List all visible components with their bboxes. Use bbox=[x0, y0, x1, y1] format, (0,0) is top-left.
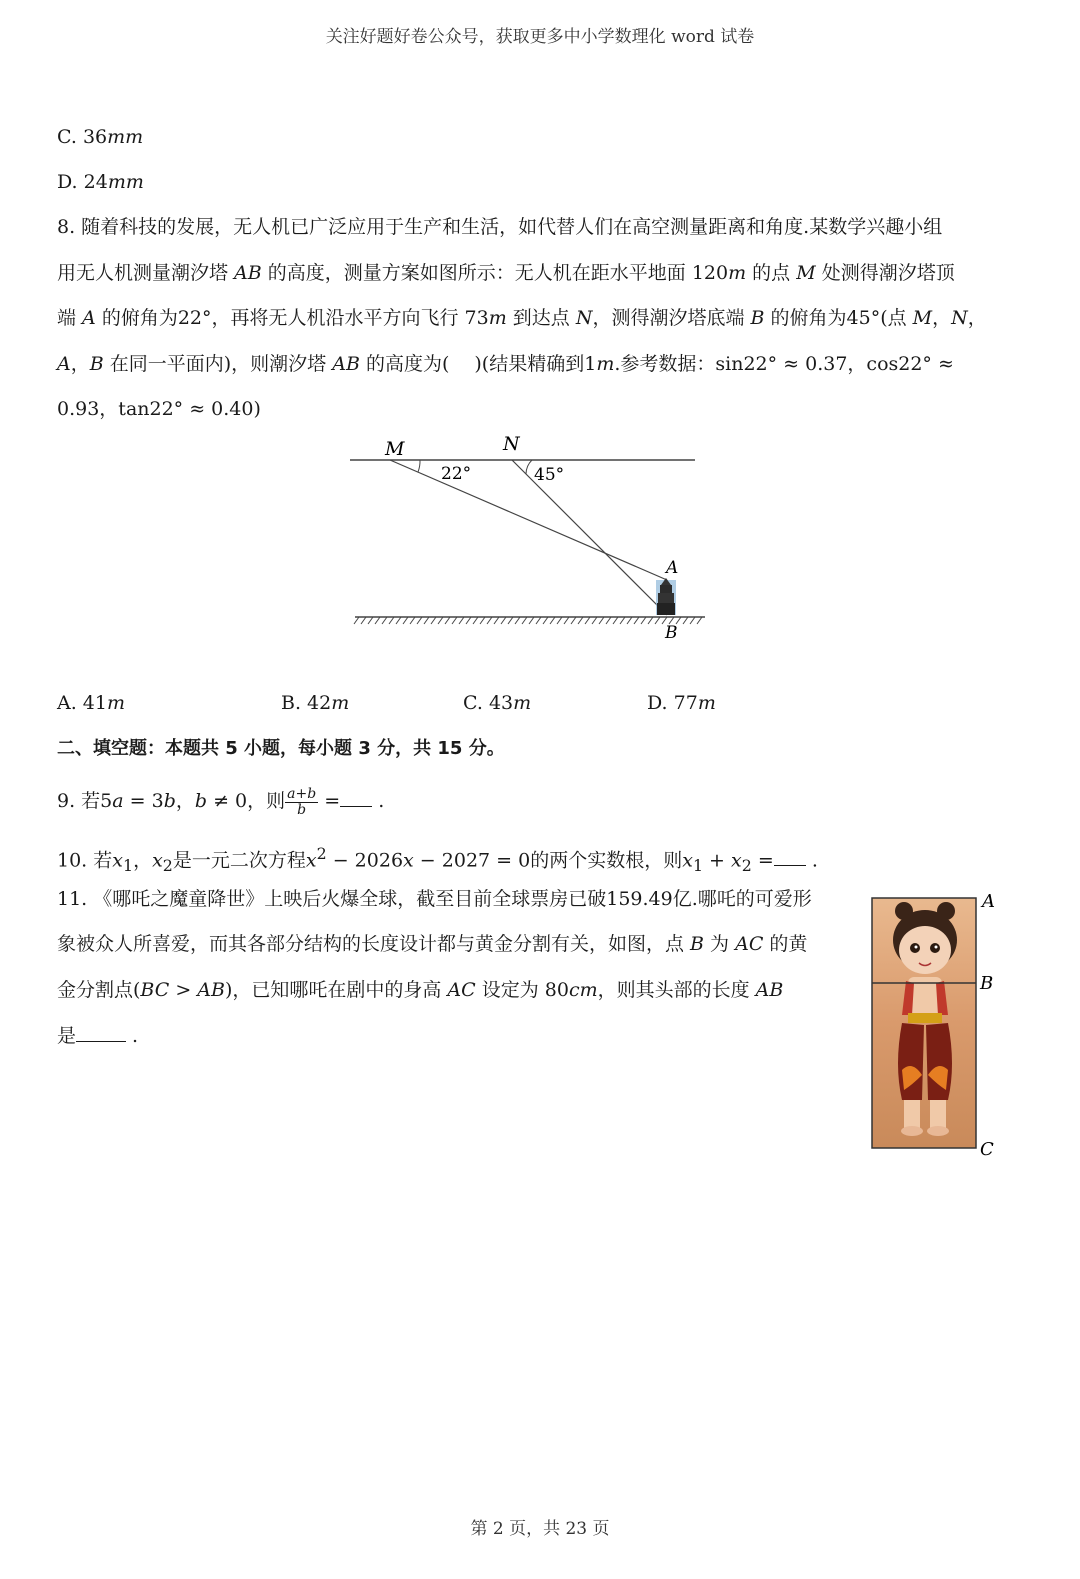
hatch-mark bbox=[389, 617, 394, 624]
hatch-mark bbox=[487, 617, 492, 624]
hatch-mark bbox=[382, 617, 387, 624]
hatch-mark bbox=[396, 617, 401, 624]
hatch-mark bbox=[424, 617, 429, 624]
hatch-mark bbox=[655, 617, 660, 624]
hatch-mark bbox=[431, 617, 436, 624]
hatch-mark bbox=[459, 617, 464, 624]
hatch-mark bbox=[571, 617, 576, 624]
q8-line-1: 8. 随着科技的发展，无人机已广泛应用于生产和生活，如代替人们在高空测量距离和角度.某数学兴趣小组 bbox=[57, 216, 943, 238]
hatch-mark bbox=[613, 617, 618, 624]
label-b: B bbox=[665, 623, 678, 643]
label-a: A bbox=[666, 558, 679, 578]
q9-fraction: $\frac{a+b}{b}$ bbox=[287, 785, 317, 818]
hatch-mark bbox=[466, 617, 471, 624]
sight-line-m-to-a bbox=[390, 460, 667, 580]
hatch-mark bbox=[403, 617, 408, 624]
hatch-mark bbox=[634, 617, 639, 624]
hatch-mark bbox=[536, 617, 541, 624]
hatch-mark bbox=[683, 617, 688, 624]
hatch-mark bbox=[501, 617, 506, 624]
q8-line-3: 端 A 的俯角为22°，再将无人机沿水平方向飞行 73m 到达点 N，测得潮汐塔底端 B 的俯角为45°(点 M，N， bbox=[57, 307, 987, 329]
q9-answer-blank[interactable] bbox=[340, 788, 372, 807]
hatch-mark bbox=[452, 617, 457, 624]
angle-arc-22 bbox=[418, 460, 420, 472]
q8-option-c: C. 43m bbox=[463, 692, 532, 714]
hatch-mark bbox=[375, 617, 380, 624]
label-c: C bbox=[980, 1139, 994, 1160]
q8-line-4: A，B 在同一平面内)，则潮汐塔 AB 的高度为( )(结果精确到1m.参考数据：sin22° ≈ 0.37，cos22° ≈ bbox=[57, 353, 954, 375]
hatch-mark bbox=[599, 617, 604, 624]
ground-hatching bbox=[354, 617, 702, 624]
q11-nezha-figure bbox=[862, 885, 1012, 1165]
hatch-mark bbox=[543, 617, 548, 624]
q11-line-2: 象被众人所喜爱，而其各部分结构的长度设计都与黄金分割有关，如图，点 B 为 AC 的黄 bbox=[57, 933, 808, 955]
hatch-mark bbox=[417, 617, 422, 624]
hatch-mark bbox=[494, 617, 499, 624]
label-n: N bbox=[503, 433, 520, 455]
q10-answer-blank[interactable] bbox=[774, 847, 806, 866]
page-header: 关注好题好卷公众号，获取更多中小学数理化 word 试卷 bbox=[325, 27, 755, 47]
angle-label-45: 45° bbox=[534, 465, 565, 485]
q8-option-a: A. 41m bbox=[57, 692, 126, 714]
hatch-mark bbox=[445, 617, 450, 624]
label-b: B bbox=[980, 973, 994, 994]
hatch-mark bbox=[410, 617, 415, 624]
hatch-mark bbox=[585, 617, 590, 624]
hatch-mark bbox=[564, 617, 569, 624]
hatch-mark bbox=[697, 617, 702, 624]
q8-line-5: 0.93，tan22° ≈ 0.40) bbox=[57, 398, 261, 420]
hatch-mark bbox=[515, 617, 520, 624]
q10-line: 10. 若$x_1$，$x_2$是一元二次方程$x^2 - 2026x - 2027 = 0$的两个实数根，则$x_1 + x_2$ = . bbox=[57, 844, 818, 876]
label-a: A bbox=[982, 891, 995, 912]
q8-option-d: D. 77m bbox=[647, 692, 716, 714]
hatch-mark bbox=[529, 617, 534, 624]
hatch-mark bbox=[641, 617, 646, 624]
hatch-mark bbox=[648, 617, 653, 624]
q11-line-4: 是 . bbox=[57, 1025, 139, 1047]
q9-line: 9. 若5a = 3b，b ≠ 0，则 $\frac{a+b}{b}$ = . bbox=[57, 785, 385, 818]
q11-line-1: 11. 《哪吒之魔童降世》上映后火爆全球，截至目前全球票房已破159.49亿.哪吒的可爱形 bbox=[57, 888, 812, 910]
hatch-mark bbox=[550, 617, 555, 624]
hatch-mark bbox=[438, 617, 443, 624]
hatch-mark bbox=[480, 617, 485, 624]
q8-line-2: 用无人机测量潮汐塔 AB 的高度，测量方案如图所示：无人机在距水平地面 120m 的点 M 处测得潮汐塔顶 bbox=[57, 262, 955, 284]
hatch-mark bbox=[606, 617, 611, 624]
hatch-mark bbox=[508, 617, 513, 624]
hatch-mark bbox=[557, 617, 562, 624]
hatch-mark bbox=[354, 617, 359, 624]
hatch-mark bbox=[627, 617, 632, 624]
page-footer: 第 2 页，共 23 页 bbox=[470, 1519, 610, 1539]
hatch-mark bbox=[522, 617, 527, 624]
hatch-mark bbox=[473, 617, 478, 624]
label-m: M bbox=[385, 438, 405, 460]
hatch-mark bbox=[361, 617, 366, 624]
hatch-mark bbox=[592, 617, 597, 624]
tidal-tower-icon bbox=[656, 578, 676, 615]
q8-option-b: B. 42m bbox=[281, 692, 350, 714]
q7-option-d: D. 24mm bbox=[57, 171, 144, 193]
hatch-mark bbox=[578, 617, 583, 624]
angle-label-22: 22° bbox=[441, 464, 472, 484]
hatch-mark bbox=[368, 617, 373, 624]
angle-arc-45 bbox=[526, 460, 532, 474]
q7-option-c: C. 36mm bbox=[57, 126, 144, 148]
hatch-mark bbox=[620, 617, 625, 624]
section-2-title: 二、填空题：本题共 5 小题，每小题 3 分，共 15 分。 bbox=[57, 738, 505, 759]
hatch-mark bbox=[690, 617, 695, 624]
q8-diagram bbox=[345, 430, 715, 645]
q11-answer-blank[interactable] bbox=[76, 1023, 126, 1042]
q11-line-3: 金分割点(BC > AB)，已知哪吒在剧中的身高 AC 设定为 80cm，则其头部的长度 AB bbox=[57, 979, 784, 1001]
